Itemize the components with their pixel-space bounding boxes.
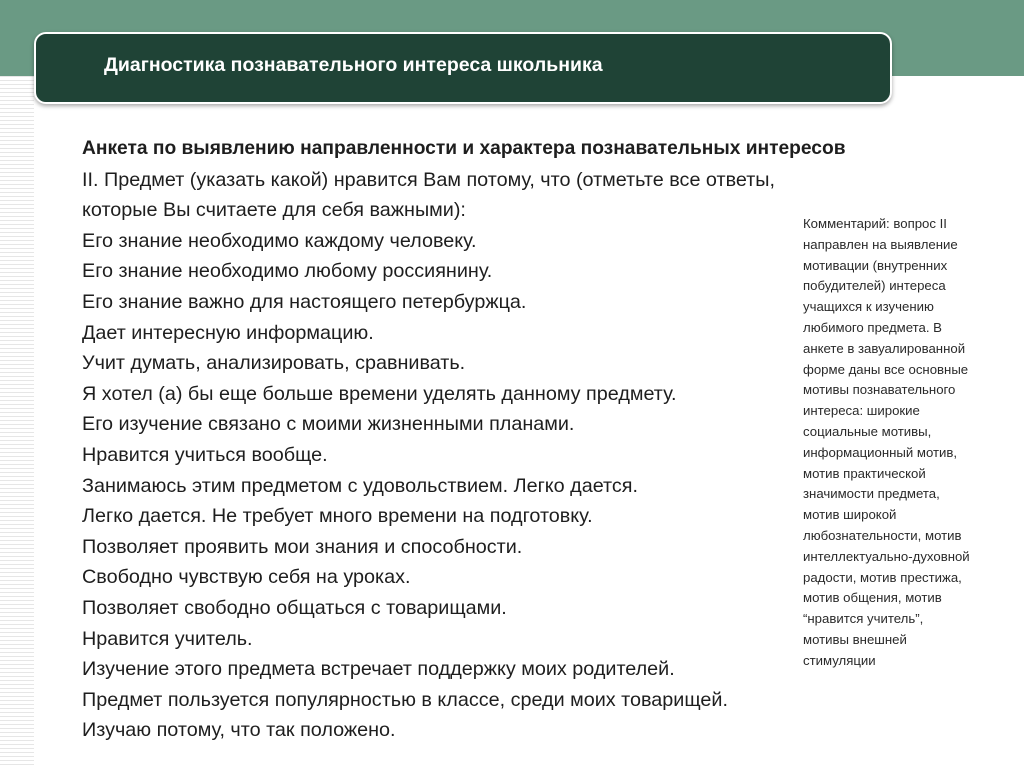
comment-line: анкете в завуалированной bbox=[803, 340, 966, 356]
comment-line: любознательности, мотив bbox=[803, 527, 962, 543]
answer-option: Дает интересную информацию. bbox=[82, 321, 374, 344]
comment-line: учащихся к изучению bbox=[803, 299, 934, 315]
title-bar bbox=[34, 32, 892, 104]
comment-line: значимости предмета, bbox=[803, 486, 940, 502]
left-decorative-stripes bbox=[0, 76, 34, 768]
answer-option: Позволяет свободно общаться с товарищами. bbox=[82, 596, 507, 619]
answer-option: Позволяет проявить мои знания и способности. bbox=[82, 535, 523, 558]
comment-line: любимого предмета. В bbox=[803, 319, 942, 335]
answer-option: Легко дается. Не требует много времени на подготовку. bbox=[82, 505, 593, 528]
comment-line: мотивации (внутренних bbox=[803, 257, 948, 273]
comment-line: мотив общения, мотив bbox=[803, 590, 942, 606]
answer-option: Его знание важно для настоящего петербуржца. bbox=[82, 290, 527, 313]
question-line: II. Предмет (указать какой) нравится Вам потому, что (отметьте все ответы, bbox=[82, 168, 775, 191]
comment-line: стимуляции bbox=[803, 652, 876, 668]
comment-line: мотивы познавательного bbox=[803, 382, 956, 398]
slide-title: Диагностика познавательного интереса школьника bbox=[104, 54, 603, 76]
answer-option: Нравится учиться вообще. bbox=[82, 443, 328, 466]
comment-line: мотив практической bbox=[803, 465, 926, 481]
comment-line: побудителей) интереса bbox=[803, 278, 946, 294]
comment-box bbox=[803, 214, 1008, 672]
comment-line: информационный мотив, bbox=[803, 444, 958, 460]
answer-option: Свободно чувствую себя на уроках. bbox=[82, 566, 411, 589]
answer-option: Его знание необходимо любому россиянину. bbox=[82, 260, 493, 283]
comment-line: интеллектуально-духовной bbox=[803, 548, 970, 564]
answer-option: Предмет пользуется популярностью в классе, среди моих товарищей. bbox=[82, 688, 728, 711]
answer-option: Его знание необходимо каждому человеку. bbox=[82, 229, 477, 252]
answer-option: Его изучение связано с моими жизненными планами. bbox=[82, 413, 575, 436]
comment-line: мотивы внешней bbox=[803, 631, 907, 647]
answer-option: Изучаю потому, что так положено. bbox=[82, 719, 396, 742]
comment-line: социальные мотивы, bbox=[803, 423, 932, 439]
comment-line: форме даны все основные bbox=[803, 361, 969, 377]
answer-option: Я хотел (а) бы еще больше времени уделять данному предмету. bbox=[82, 382, 677, 405]
comment-line: “нравится учитель”, bbox=[803, 611, 924, 627]
comment-line: мотив широкой bbox=[803, 507, 897, 523]
answer-option: Занимаюсь этим предметом с удовольствием. Легко дается. bbox=[82, 474, 638, 497]
comment-line: интереса: широкие bbox=[803, 403, 920, 419]
questionnaire-heading: Анкета по выявлению направленности и характера познавательных интересов bbox=[82, 138, 846, 159]
comment-line: направлен на выявление bbox=[803, 236, 958, 252]
answer-option: Нравится учитель. bbox=[82, 627, 253, 650]
answer-option: Учит думать, анализировать, сравнивать. bbox=[82, 352, 466, 375]
comment-line: радости, мотив престижа, bbox=[803, 569, 962, 585]
question-line: которые Вы считаете для себя важными): bbox=[82, 199, 466, 222]
answer-option: Изучение этого предмета встречает поддержку моих родителей. bbox=[82, 658, 675, 681]
comment-line: Комментарий: вопрос II bbox=[803, 216, 947, 231]
